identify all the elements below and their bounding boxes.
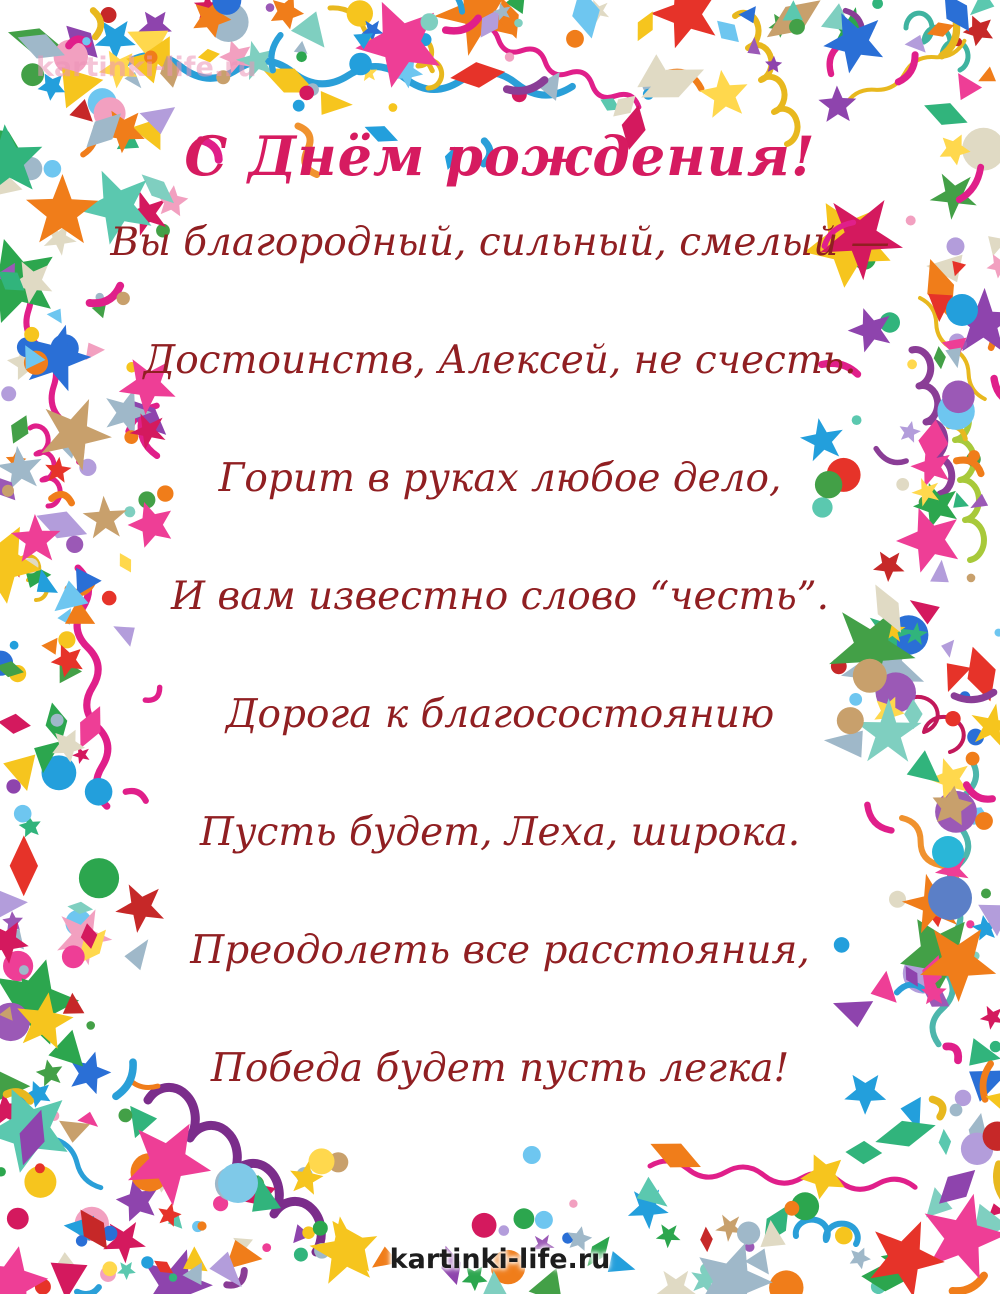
watermark-bottom: kartinki-life.ru (389, 1244, 611, 1275)
poem-line-3: Горит в руках любое дело, (218, 456, 782, 501)
poem-line-8: Победа будет пусть легка! (210, 1046, 790, 1091)
poem-line-7: Преодолеть все расстояния, (190, 928, 810, 973)
card-title: С Днём рождения! (184, 124, 816, 188)
watermark-top: kartinki-life.ru (36, 52, 257, 83)
poem-line-6: Пусть будет, Леха, широка. (199, 810, 801, 855)
poem-line-4: И вам известно слово “честь”. (170, 574, 830, 619)
poem-line-2: Достоинств, Алексей, не счесть. (143, 338, 857, 383)
poem-line-1: Вы благородный, сильный, смелый — (110, 220, 890, 265)
poem-line-5: Дорога к благосостоянию (225, 692, 775, 737)
